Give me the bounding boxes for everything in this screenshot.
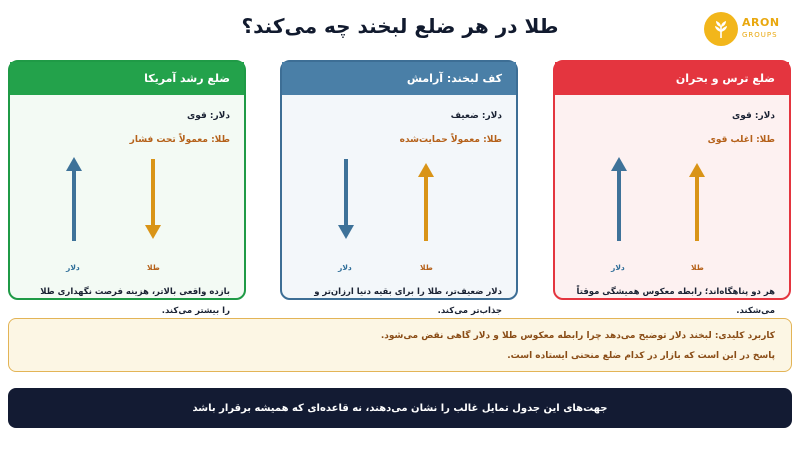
gold-label: طلا (420, 263, 433, 272)
growth-side-card (8, 60, 246, 316)
gold-state: طلا: معمولاً حمایت‌شده (399, 135, 502, 145)
gold-state: طلا: اغلب قوی (707, 135, 775, 145)
logo-name: ARON (742, 16, 780, 29)
dollar-label: دلار (611, 263, 625, 272)
gold-down-arrow-icon (145, 159, 161, 239)
card-header: ضلع رشد آمریکا (10, 62, 244, 95)
dollar-label: دلار (66, 263, 80, 272)
dollar-state: دلار: ضعیف (450, 111, 502, 121)
gold-label: طلا (147, 263, 160, 272)
crisis-side-card (553, 60, 791, 316)
dollar-state: دلار: قوی (731, 111, 775, 121)
gold-state: طلا: معمولاً تحت فشار (129, 135, 230, 145)
logo-subtitle: GROUPS (742, 31, 778, 39)
gold-up-arrow-icon (689, 163, 705, 241)
smile-bottom-card (280, 60, 518, 316)
key-note-line-2: پاسخ در این است که بازار در کدام ضلع منحنی ایستاده است. (507, 351, 775, 361)
key-note-line-1: کاربرد کلیدی: لبخند دلار توضیح می‌دهد چرا رابطه معکوس طلا و دلار گاهی نقض می‌شود. (380, 331, 775, 341)
wheat-icon (704, 12, 738, 46)
card-header: کف لبخند: آرامش (282, 62, 516, 95)
dollar-up-arrow-icon (611, 157, 627, 241)
page-title: طلا در هر ضلع لبخند چه می‌کند؟ (241, 14, 559, 38)
dollar-label: دلار (338, 263, 352, 272)
dollar-up-arrow-icon (66, 157, 82, 241)
key-usage-note (8, 318, 792, 372)
dollar-down-arrow-icon (338, 159, 354, 239)
dollar-state: دلار: قوی (186, 111, 230, 121)
footer-disclaimer: جهت‌های این جدول تمایل غالب را نشان می‌دهند، نه قاعده‌ای که همیشه برقرار باشد (8, 388, 792, 428)
gold-label: طلا (691, 263, 704, 272)
card-description: بازده واقعی بالاتر، هزینه فرصت نگهداری طلا را بیشتر می‌کند. (40, 287, 230, 316)
gold-up-arrow-icon (418, 163, 434, 241)
aron-groups-logo (704, 12, 794, 48)
card-description: دلار ضعیف‌تر، طلا را برای بقیه دنیا ارزان‌تر و جذاب‌تر می‌کند. (314, 287, 502, 316)
card-description: هر دو پناهگاه‌اند؛ رابطه معکوس همیشگی موقتاً می‌شکند. (576, 287, 775, 316)
card-header: ضلع ترس و بحران (555, 62, 789, 95)
